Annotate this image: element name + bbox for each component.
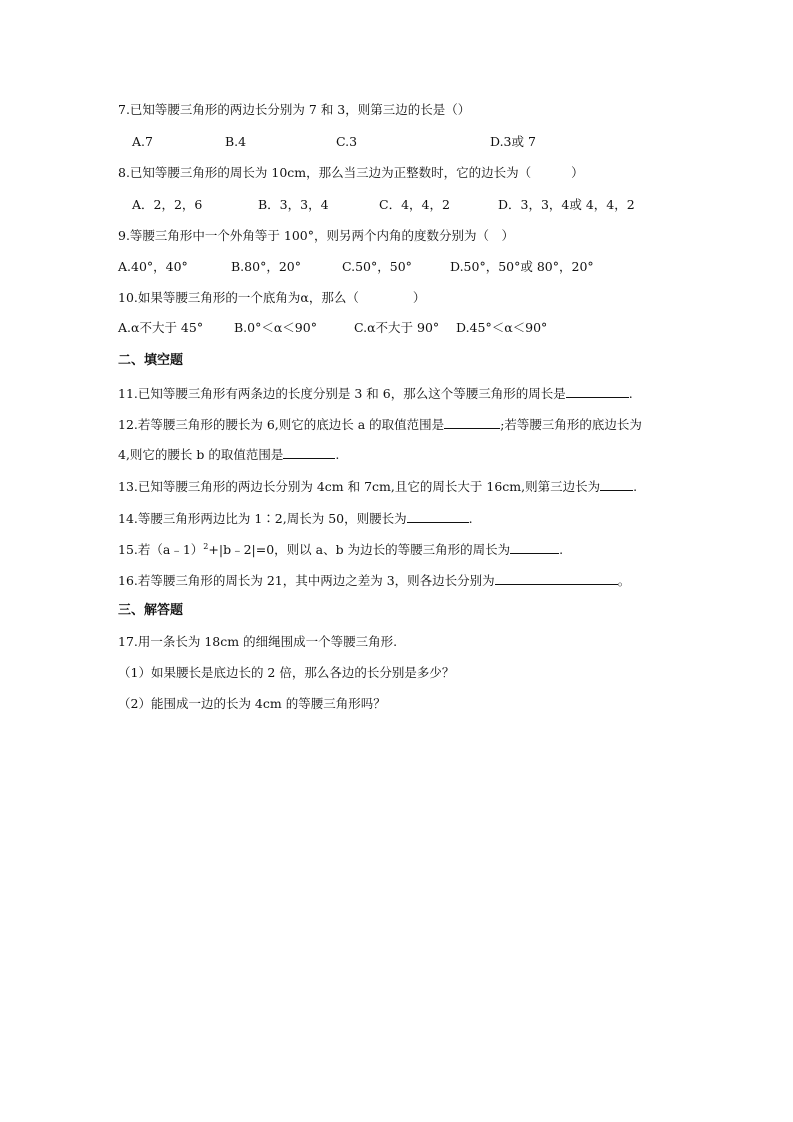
option-c: C.α不大于 90°: [354, 320, 440, 335]
section-2-heading: 二、填空题: [118, 353, 184, 368]
option-d: D．3，3，4或 4，4，2: [498, 197, 635, 212]
answer-blank[interactable]: [510, 541, 559, 554]
answer-blank[interactable]: [444, 416, 500, 429]
question-10-text: 10.如果等腰三角形的一个底角为α，那么（: [118, 290, 359, 305]
exponent: 2: [203, 541, 209, 551]
option-a: A.40°，40°: [118, 259, 188, 274]
answer-blank[interactable]: [566, 385, 629, 398]
question-11-text: 11.已知等腰三角形有两条边的长度分别是 3 和 6，那么这个等腰三角形的周长是: [118, 386, 566, 401]
option-a: A．2，2，6: [132, 197, 203, 212]
question-7-text: 7.已知等腰三角形的两边长分别为 7 和 3，则第三边的长是（）: [118, 102, 471, 117]
option-c: C．4，4，2: [379, 197, 450, 212]
question-14: 14.等腰三角形两边比为 1∶2,周长为 50，则腰长为 .: [118, 511, 473, 526]
answer-blank[interactable]: [495, 572, 618, 585]
option-b: B．3，3，4: [258, 197, 329, 212]
question-13: 13.已知等腰三角形的两边长分别为 4cm 和 7cm,且它的周长大于 16cm,则第三边长为 .: [118, 479, 638, 494]
option-b: B.80°，20°: [231, 259, 301, 274]
answer-blank[interactable]: [600, 478, 633, 491]
option-a: A.7: [132, 134, 153, 149]
question-15: 15.若（a﹣1）$^2$+|b﹣2|=0，则以 a、b 为边长的等腰三角形的周长为 .: [118, 541, 564, 557]
question-13-text: 13.已知等腰三角形的两边长分别为 4cm 和 7cm,且它的周长大于 16cm,则第三边长为: [118, 479, 601, 494]
question-12-line-2: 4,则它的腰长 b 的取值范围是 .: [118, 447, 340, 462]
question-7-options: [132, 134, 692, 150]
question-8-options: [132, 197, 692, 213]
option-c: C.50°，50°: [342, 259, 412, 274]
section-3-heading: 三、解答题: [118, 603, 184, 618]
question-16: 16.若等腰三角形的周长为 21，其中两边之差为 3，则各边长分别为 。: [118, 573, 631, 588]
question-9: [118, 228, 514, 244]
question-7: [118, 102, 470, 118]
question-15-text: 15.若（a﹣1）: [118, 542, 204, 557]
question-17-part-1: （1）如果腰长是底边长的 2 倍，那么各边的长分别是多少？: [118, 665, 455, 680]
option-c: C.3: [336, 134, 358, 149]
question-16-text: 16.若等腰三角形的周长为 21，其中两边之差为 3，则各边长分别为: [118, 573, 495, 588]
question-9-text: 9.等腰三角形中一个外角等于 100°，则另两个内角的度数分别为（ ）: [118, 228, 515, 243]
question-10: 10.如果等腰三角形的一个底角为α，那么（ ）: [118, 290, 426, 305]
answer-blank[interactable]: [407, 510, 469, 523]
question-17: [118, 634, 397, 650]
question-8-text: 8.已知等腰三角形的周长为 10cm，那么当三边为正整数时，它的边长为（: [118, 165, 532, 180]
question-8: 8.已知等腰三角形的周长为 10cm，那么当三边为正整数时，它的边长为（ ）: [118, 165, 584, 180]
question-12: 12.若等腰三角形的腰长为 6,则它的底边长 a 的取值范围是 ;若等腰三角形的底边长为: [118, 417, 642, 432]
option-d: D.45°＜α＜90°: [456, 320, 548, 335]
question-17-part-2: （2）能围成一边的长为 4cm 的等腰三角形吗？: [118, 696, 386, 711]
question-17-text: 17.用一条长为 18cm 的细绳围成一个等腰三角形.: [118, 634, 398, 649]
question-11: 11.已知等腰三角形有两条边的长度分别是 3 和 6，那么这个等腰三角形的周长是 .: [118, 386, 633, 401]
question-10-options: [118, 320, 678, 336]
option-b: B.0°＜α＜90°: [234, 320, 317, 335]
answer-blank[interactable]: [283, 446, 335, 459]
option-a: A.α不大于 45°: [118, 320, 204, 335]
question-14-text: 14.等腰三角形两边比为 1∶2,周长为 50，则腰长为: [118, 511, 407, 526]
option-d: D.3或 7: [490, 134, 536, 149]
option-d: D.50°，50°或 80°，20°: [450, 259, 594, 274]
question-9-options: [118, 259, 678, 275]
option-b: B.4: [225, 134, 247, 149]
question-12-text: 12.若等腰三角形的腰长为 6,则它的底边长 a 的取值范围是: [118, 417, 445, 432]
